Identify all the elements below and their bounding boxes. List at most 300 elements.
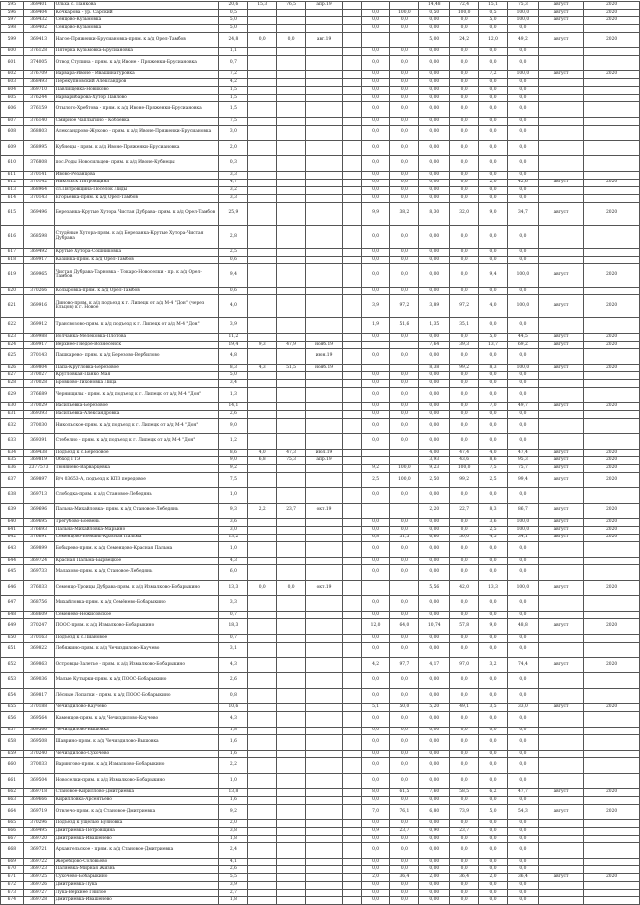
repair-date-cell: [306, 418, 343, 433]
length-km-cell: 0,6: [219, 256, 248, 264]
row-number-cell: 609: [1, 140, 24, 155]
length-km-cell: 1,5: [219, 102, 248, 117]
length-km-cell: 4,2: [219, 79, 248, 87]
plan-year-cell: [584, 881, 640, 889]
condition-km-cell: 0,0: [361, 542, 390, 557]
repair-percent-cell: [277, 634, 306, 642]
road-code-cell: 376691: [23, 534, 54, 542]
normative-km-cell: 10,74: [419, 619, 450, 634]
repair-date-cell: [306, 704, 343, 712]
row-number-cell: 601: [1, 56, 24, 71]
repair-date-cell: [306, 287, 343, 295]
road-name-cell: Чечиздилово-Вышовка: [54, 727, 219, 735]
road-code-cell: 376709: [23, 71, 54, 79]
length-km-cell: 13,2: [219, 534, 248, 542]
repair-percent-cell: [277, 789, 306, 797]
normative-percent-cell: 0,0: [450, 820, 479, 828]
condition-percent-cell: 0,0: [390, 858, 419, 866]
repair-percent-cell: [277, 712, 306, 727]
table-row: [1, 94, 640, 102]
normative-km-cell: 0,00: [419, 86, 450, 94]
plan-percent-cell: 54,3: [507, 804, 538, 819]
condition-km-cell: 0,0: [361, 688, 390, 703]
plan-km-cell: 9,0: [479, 619, 508, 634]
normative-percent-cell: 0,0: [450, 727, 479, 735]
blank-cell: [343, 364, 362, 372]
plan-year-cell: 2020: [584, 333, 640, 341]
repair-percent-cell: [277, 688, 306, 703]
repair-km-cell: [248, 542, 277, 557]
repair-date-cell: [306, 874, 343, 882]
plan-month-cell: [538, 418, 583, 433]
plan-percent-cell: 0,0: [507, 542, 538, 557]
table-row: [1, 295, 640, 318]
road-name-cell: Смирное Чаплыгино - Кобзевка: [54, 117, 219, 125]
plan-km-cell: 6,2: [479, 789, 508, 797]
condition-km-cell: 0,0: [361, 673, 390, 688]
table-row: [1, 32, 640, 47]
road-name-cell: Перекупновский Александров: [54, 79, 219, 87]
repair-km-cell: [248, 225, 277, 248]
length-km-cell: 0,8: [219, 688, 248, 703]
road-name-cell: пос.Роды Новосильцев- прям. к а/д Ивоне-Кубнецы: [54, 156, 219, 171]
road-code-cell: 369917: [23, 341, 54, 349]
plan-year-cell: 2020: [584, 580, 640, 595]
plan-km-cell: 0,0: [479, 712, 508, 727]
plan-km-cell: 9,4: [479, 264, 508, 287]
length-km-cell: 3,6: [219, 519, 248, 527]
normative-km-cell: 0,00: [419, 411, 450, 419]
repair-km-cell: [248, 835, 277, 843]
plan-year-cell: 2020: [584, 295, 640, 318]
normative-percent-cell: 0,0: [450, 565, 479, 580]
road-code-cell: 369566: [23, 727, 54, 735]
repair-km-cell: [248, 557, 277, 565]
repair-km-cell: 0,0: [248, 32, 277, 47]
condition-percent-cell: 0,0: [390, 48, 419, 56]
road-name-cell: Малахово-прям. к а/д Становое-Лебедянь: [54, 565, 219, 580]
road-code-cell: 369438: [23, 449, 54, 457]
normative-km-cell: 0,00: [419, 796, 450, 804]
road-code-cell: 370030: [23, 418, 54, 433]
row-number-cell: 624: [1, 341, 24, 349]
normative-km-cell: 0,00: [419, 758, 450, 773]
plan-km-cell: 0,0: [479, 94, 508, 102]
plan-km-cell: 0,0: [479, 194, 508, 202]
row-number-cell: 637: [1, 472, 24, 487]
road-name-cell: Подъезд к с.Лиановое: [54, 634, 219, 642]
repair-date-cell: [306, 25, 343, 33]
row-number-cell: 604: [1, 86, 24, 94]
plan-year-cell: [584, 858, 640, 866]
plan-month-cell: август: [538, 295, 583, 318]
row-number-cell: 626: [1, 364, 24, 372]
repair-km-cell: [248, 634, 277, 642]
repair-km-cell: [248, 704, 277, 712]
condition-km-cell: 0,0: [361, 264, 390, 287]
repair-km-cell: 9,3: [248, 341, 277, 349]
blank-cell: [343, 102, 362, 117]
plan-percent-cell: 0,0: [507, 117, 538, 125]
blank-cell: [343, 9, 362, 17]
plan-month-cell: август: [538, 789, 583, 797]
repair-km-cell: [248, 472, 277, 487]
road-code-cell: 369495: [23, 827, 54, 835]
road-code-cell: 376128: [23, 48, 54, 56]
repair-km-cell: [248, 750, 277, 758]
plan-percent-cell: 0,0: [507, 557, 538, 565]
table-row: [1, 117, 640, 125]
length-km-cell: 2,6: [219, 673, 248, 688]
repair-percent-cell: [277, 557, 306, 565]
normative-percent-cell: 0,0: [450, 71, 479, 79]
condition-percent-cell: 0,0: [390, 71, 419, 79]
plan-year-cell: 2020: [584, 472, 640, 487]
plan-month-cell: [538, 712, 583, 727]
condition-km-cell: 0,0: [361, 179, 390, 187]
plan-percent-cell: 0,0: [507, 634, 538, 642]
condition-percent-cell: 0,0: [390, 248, 419, 256]
repair-percent-cell: [277, 403, 306, 411]
condition-km-cell: 0,0: [361, 712, 390, 727]
condition-km-cell: 0,0: [361, 372, 390, 380]
blank-cell: [343, 712, 362, 727]
plan-year-cell: 2020: [584, 534, 640, 542]
row-number-cell: 599: [1, 32, 24, 47]
plan-percent-cell: 0,0: [507, 411, 538, 419]
plan-month-cell: [538, 117, 583, 125]
plan-year-cell: 2020: [584, 465, 640, 473]
plan-percent-cell: 0,0: [507, 194, 538, 202]
table-row: [1, 202, 640, 225]
condition-percent-cell: [390, 580, 419, 595]
plan-percent-cell: 0,0: [507, 835, 538, 843]
normative-percent-cell: 0,0: [450, 56, 479, 71]
normative-percent-cell: 0,0: [450, 596, 479, 611]
normative-km-cell: 5,20: [419, 704, 450, 712]
normative-percent-cell: 0,0: [450, 519, 479, 527]
road-code-cell: 369391: [23, 434, 54, 449]
normative-km-cell: 0,00: [419, 17, 450, 25]
condition-percent-cell: [390, 457, 419, 465]
plan-km-cell: 0,0: [479, 897, 508, 905]
repair-percent-cell: [277, 434, 306, 449]
road-name-cell: Александрово-Жуково - прям. к а/д Ивоне-Пряженки-Брусиановка: [54, 125, 219, 140]
plan-year-cell: [584, 48, 640, 56]
road-name-cell: Трансвозово-прям. к а/д подъезд к г. Липецк от а/д М-4 "Дон": [54, 318, 219, 333]
length-km-cell: 2,7: [219, 889, 248, 897]
road-name-cell: Отвод Ступина - прям. к а/д Ивоне - Пряженки-Брусиановка: [54, 56, 219, 71]
repair-km-cell: [248, 465, 277, 473]
plan-month-cell: август: [538, 658, 583, 673]
repair-percent-cell: [277, 25, 306, 33]
repair-date-cell: окт.19: [306, 503, 343, 518]
plan-percent-cell: 0,0: [507, 387, 538, 402]
plan-km-cell: 4,0: [479, 449, 508, 457]
road-code-cell: 369564: [23, 712, 54, 727]
normative-percent-cell: 0,0: [450, 542, 479, 557]
row-number-cell: 658: [1, 735, 24, 750]
condition-percent-cell: 51,5: [390, 534, 419, 542]
road-name-cell: Сенцово-Кузьмовка: [54, 17, 219, 25]
plan-km-cell: 0,0: [479, 611, 508, 619]
repair-date-cell: [306, 534, 343, 542]
length-km-cell: 5,0: [219, 25, 248, 33]
normative-percent-cell: 0,0: [450, 557, 479, 565]
table-row: [1, 789, 640, 797]
normative-km-cell: 0,00: [419, 634, 450, 642]
condition-km-cell: 0,0: [361, 596, 390, 611]
table-row: [1, 835, 640, 843]
row-number-cell: 610: [1, 156, 24, 171]
length-km-cell: 11,2: [219, 333, 248, 341]
condition-percent-cell: 0,0: [390, 56, 419, 71]
blank-cell: [343, 634, 362, 642]
plan-year-cell: 2020: [584, 789, 640, 797]
repair-date-cell: [306, 835, 343, 843]
plan-year-cell: [584, 727, 640, 735]
table-row: [1, 727, 640, 735]
road-code-cell: 376693: [23, 526, 54, 534]
normative-percent-cell: 43,6: [450, 457, 479, 465]
length-km-cell: 3,8: [219, 827, 248, 835]
road-name-cell: Семенево-Нежисовское: [54, 611, 219, 619]
repair-percent-cell: [277, 248, 306, 256]
plan-month-cell: [538, 140, 583, 155]
plan-percent-cell: 0,0: [507, 156, 538, 171]
repair-date-cell: [306, 596, 343, 611]
condition-percent-cell: 0,0: [390, 225, 419, 248]
plan-km-cell: 13,7: [479, 341, 508, 349]
plan-month-cell: [538, 171, 583, 179]
length-km-cell: 1,8: [219, 727, 248, 735]
repair-percent-cell: [277, 565, 306, 580]
length-km-cell: 4,3: [219, 712, 248, 727]
plan-percent-cell: 48,8: [507, 619, 538, 634]
row-number-cell: 611: [1, 171, 24, 179]
plan-percent-cell: 42,6: [507, 179, 538, 187]
normative-km-cell: 0,00: [419, 79, 450, 87]
normative-km-cell: 0,00: [419, 773, 450, 788]
plan-percent-cell: 0,0: [507, 758, 538, 773]
repair-percent-cell: [277, 889, 306, 897]
table-row: [1, 48, 640, 56]
plan-year-cell: [584, 256, 640, 264]
road-name-cell: Красная Пальма-Бырвецкое: [54, 557, 219, 565]
condition-km-cell: 0,9: [361, 827, 390, 835]
repair-km-cell: [248, 156, 277, 171]
plan-km-cell: 0,0: [479, 156, 508, 171]
plan-year-cell: 2020: [584, 526, 640, 534]
repair-date-cell: [306, 526, 343, 534]
repair-km-cell: [248, 611, 277, 619]
condition-km-cell: 0,0: [361, 248, 390, 256]
road-name-cell: Васильевка-Александровка: [54, 411, 219, 419]
condition-percent-cell: 0,0: [390, 140, 419, 155]
row-number-cell: 644: [1, 557, 24, 565]
repair-percent-cell: 47,9: [277, 341, 306, 349]
repair-date-cell: апр.19: [306, 457, 343, 465]
repair-date-cell: [306, 789, 343, 797]
plan-km-cell: 0,0: [479, 688, 508, 703]
repair-percent-cell: 23,7: [277, 503, 306, 518]
repair-km-cell: [248, 372, 277, 380]
table-row: [1, 874, 640, 882]
length-km-cell: 4,3: [219, 658, 248, 673]
table-row: [1, 9, 640, 17]
blank-cell: [343, 434, 362, 449]
condition-percent-cell: 0,0: [390, 94, 419, 102]
road-code-cell: 370266: [23, 287, 54, 295]
repair-percent-cell: [277, 295, 306, 318]
plan-year-cell: [584, 688, 640, 703]
plan-percent-cell: 47,7: [507, 789, 538, 797]
row-number-cell: 617: [1, 248, 24, 256]
repair-date-cell: [306, 256, 343, 264]
condition-percent-cell: 0,0: [390, 333, 419, 341]
normative-km-cell: 0,00: [419, 835, 450, 843]
repair-date-cell: авг.19: [306, 32, 343, 47]
condition-percent-cell: 0,0: [390, 750, 419, 758]
blank-cell: [343, 333, 362, 341]
normative-km-cell: 0,00: [419, 256, 450, 264]
normative-percent-cell: 0,0: [450, 642, 479, 657]
condition-km-cell: 0,0: [361, 17, 390, 25]
plan-year-cell: [584, 102, 640, 117]
normative-percent-cell: 57,8: [450, 619, 479, 634]
repair-percent-cell: [277, 387, 306, 402]
repair-percent-cell: [277, 488, 306, 503]
road-name-cell: Нагое-Пряженки-Брусиановка-прям. к а/д Орел-Тамбов: [54, 32, 219, 47]
repair-percent-cell: [277, 465, 306, 473]
plan-year-cell: [584, 349, 640, 364]
condition-percent-cell: 0,0: [390, 843, 419, 858]
road-code-cell: 370033: [23, 758, 54, 773]
blank-cell: [343, 758, 362, 773]
blank-cell: [343, 32, 362, 47]
repair-km-cell: [248, 827, 277, 835]
condition-percent-cell: 0,0: [390, 411, 419, 419]
row-number-cell: 663: [1, 796, 24, 804]
repair-date-cell: [306, 688, 343, 703]
plan-year-cell: [584, 287, 640, 295]
plan-percent-cell: 0,0: [507, 565, 538, 580]
repair-percent-cell: [277, 704, 306, 712]
plan-km-cell: 0,0: [479, 25, 508, 33]
condition-km-cell: 2,0: [361, 874, 390, 882]
repair-km-cell: [248, 318, 277, 333]
plan-year-cell: 2020: [584, 619, 640, 634]
normative-km-cell: 0,00: [419, 140, 450, 155]
plan-percent-cell: 0,0: [507, 642, 538, 657]
condition-percent-cell: 0,0: [390, 611, 419, 619]
normative-km-cell: 0,00: [419, 403, 450, 411]
road-name-cell: Становое-Кириллово-Дмитриевка: [54, 789, 219, 797]
condition-percent-cell: 100,0: [390, 472, 419, 487]
normative-km-cell: 0,00: [419, 248, 450, 256]
normative-percent-cell: 73,9: [450, 804, 479, 819]
length-km-cell: 3,0: [219, 526, 248, 534]
length-km-cell: 3,9: [219, 318, 248, 333]
condition-percent-cell: 0,0: [390, 634, 419, 642]
plan-percent-cell: 0,0: [507, 866, 538, 874]
repair-percent-cell: [277, 804, 306, 819]
table-row: [1, 534, 640, 542]
repair-date-cell: [306, 804, 343, 819]
plan-km-cell: 0,0: [479, 488, 508, 503]
repair-percent-cell: [277, 866, 306, 874]
normative-km-cell: 0,00: [419, 897, 450, 905]
condition-km-cell: 0,0: [361, 835, 390, 843]
condition-km-cell: 0,0: [361, 434, 390, 449]
condition-km-cell: 0,0: [361, 117, 390, 125]
condition-percent-cell: 36,4: [390, 874, 419, 882]
plan-month-cell: [538, 318, 583, 333]
row-number-cell: 650: [1, 634, 24, 642]
condition-km-cell: 0,0: [361, 349, 390, 364]
plan-percent-cell: 0,0: [507, 256, 538, 264]
condition-km-cell: 0,0: [361, 194, 390, 202]
condition-percent-cell: 0,0: [390, 387, 419, 402]
repair-km-cell: [248, 519, 277, 527]
blank-cell: [343, 596, 362, 611]
repair-date-cell: апр.19: [306, 2, 343, 10]
table-row: [1, 804, 640, 819]
length-km-cell: 4,8: [219, 349, 248, 364]
normative-percent-cell: 99,2: [450, 472, 479, 487]
repair-km-cell: [248, 488, 277, 503]
road-name-cell: ПООС-прям. к а/д Измалково-Бобарыкино: [54, 619, 219, 634]
repair-percent-cell: [277, 79, 306, 87]
plan-km-cell: 0,5: [479, 9, 508, 17]
road-code-cell: 368803: [23, 125, 54, 140]
repair-date-cell: [306, 727, 343, 735]
row-number-cell: 598: [1, 25, 24, 33]
repair-percent-cell: [277, 658, 306, 673]
plan-year-cell: [584, 642, 640, 657]
repair-date-cell: [306, 858, 343, 866]
plan-percent-cell: 100,0: [507, 580, 538, 595]
blank-cell: [343, 256, 362, 264]
plan-year-cell: 2020: [584, 71, 640, 79]
plan-year-cell: [584, 187, 640, 195]
road-name-cell: Архангельское - прям. к а/д Становое-Дмитриевка: [54, 843, 219, 858]
plan-month-cell: август: [538, 457, 583, 465]
condition-km-cell: 0,0: [361, 187, 390, 195]
road-name-cell: Сухочево-Бобарыкино: [54, 874, 219, 882]
repair-percent-cell: [277, 596, 306, 611]
plan-month-cell: август: [538, 2, 583, 10]
blank-cell: [343, 526, 362, 534]
table-row: [1, 25, 640, 33]
blank-cell: [343, 411, 362, 419]
plan-km-cell: 5,0: [479, 17, 508, 25]
repair-percent-cell: [277, 897, 306, 905]
normative-km-cell: 0,00: [419, 611, 450, 619]
normative-km-cell: 3,89: [419, 295, 450, 318]
plan-percent-cell: 0,0: [507, 488, 538, 503]
normative-km-cell: 6,80: [419, 804, 450, 819]
road-code-cell: 369804: [23, 364, 54, 372]
condition-percent-cell: 0,0: [390, 171, 419, 179]
length-km-cell: 2,6: [219, 866, 248, 874]
road-code-cell: 369727: [23, 889, 54, 897]
normative-km-cell: 0,00: [419, 372, 450, 380]
row-number-cell: 619: [1, 264, 24, 287]
condition-km-cell: 0,0: [361, 71, 390, 79]
normative-percent-cell: 0,0: [450, 264, 479, 287]
repair-percent-cell: [277, 835, 306, 843]
